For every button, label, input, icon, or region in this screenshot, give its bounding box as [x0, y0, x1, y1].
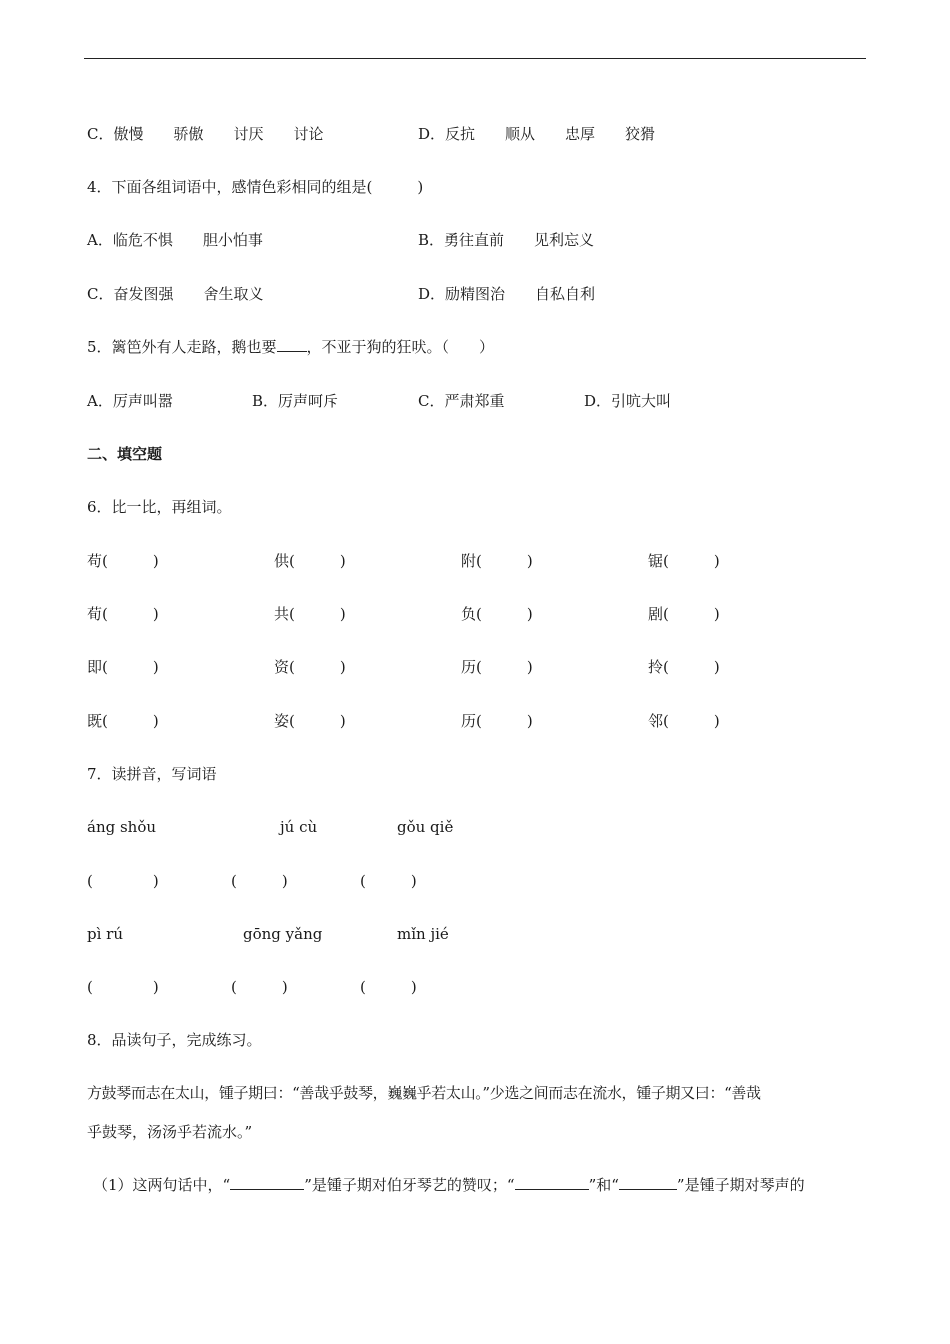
- pinyin: gǒu qiě: [397, 818, 454, 836]
- q5-stem: [87, 337, 494, 357]
- q6-cell: 历( ): [461, 712, 533, 730]
- answer-blank[interactable]: ( ): [87, 872, 159, 890]
- q8-passage-line1: 方鼓琴而志在太山，锺子期曰：“善哉乎鼓琴，巍巍乎若太山。”少选之间而志在流水，锺子期又曰：“善哉: [87, 1084, 761, 1102]
- pinyin: áng shǒu: [87, 818, 157, 836]
- q8-sub1-text1: （1）这两句话中，“: [93, 1176, 231, 1194]
- q4-option-b: B．勇往直前 见利忘义: [418, 231, 595, 249]
- q6-cell: 资( ): [274, 658, 346, 676]
- q8-sub1-text2: ”是锺子期对伯牙琴艺的赞叹；“: [304, 1176, 515, 1194]
- q5-option-b: B．厉声呵斥: [252, 392, 339, 410]
- q6-cell: 负( ): [461, 605, 533, 623]
- q6-cell: 姿( ): [274, 712, 346, 730]
- q4-stem: 4．下面各组词语中，感情色彩相同的组是( ): [87, 178, 424, 196]
- q6-cell: 荀( ): [87, 605, 159, 623]
- q5-option-d: D．引吭大叫: [584, 392, 672, 410]
- q8-stem: 8．品读句子，完成练习。: [87, 1031, 262, 1049]
- q6-cell: 苟( ): [87, 552, 159, 570]
- q6-cell: 既( ): [87, 712, 159, 730]
- q6-cell: 锯( ): [648, 552, 720, 570]
- q8-sub1-text4: ”是锺子期对琴声的: [676, 1176, 805, 1194]
- q3-option-d: D．反抗 顺从 忠厚 狡猾: [418, 125, 656, 143]
- q8-blank-2[interactable]: [515, 1175, 589, 1190]
- pinyin: pì rú: [87, 925, 123, 943]
- q7-stem: 7．读拼音，写词语: [87, 765, 217, 783]
- q8-passage-line2: 乎鼓琴，汤汤乎若流水。”: [87, 1123, 253, 1141]
- pinyin: jú cù: [280, 818, 318, 836]
- answer-blank[interactable]: ( ): [360, 872, 417, 890]
- answer-blank[interactable]: ( ): [231, 978, 288, 996]
- q4-option-c: C．奋发图强 舍生取义: [87, 285, 264, 303]
- q6-cell: 剧( ): [648, 605, 720, 623]
- answer-blank[interactable]: ( ): [360, 978, 417, 996]
- q5-blank[interactable]: [277, 337, 307, 352]
- q5-option-a: A．厉声叫嚣: [87, 392, 173, 410]
- pinyin: mǐn jié: [397, 925, 449, 943]
- q5-stem-before: 5．篱笆外有人走路，鹅也要: [87, 338, 277, 356]
- q6-cell: 共( ): [274, 605, 346, 623]
- q6-cell: 供( ): [274, 552, 346, 570]
- q5-stem-after: ，不亚于狗的狂吠。（ ）: [306, 338, 495, 356]
- q3-option-c: C．傲慢 骄傲 讨厌 讨论: [87, 125, 324, 143]
- q6-cell: 拎( ): [648, 658, 720, 676]
- q6-stem: 6．比一比，再组词。: [87, 498, 232, 516]
- section-title: 二、填空题: [87, 445, 163, 463]
- q8-blank-3[interactable]: [619, 1175, 677, 1190]
- q6-cell: 附( ): [461, 552, 533, 570]
- q6-cell: 即( ): [87, 658, 159, 676]
- q5-option-c: C．严肃郑重: [418, 392, 505, 410]
- q8-sub1-text3: ”和“: [588, 1176, 619, 1194]
- q8-blank-1[interactable]: [230, 1175, 304, 1190]
- q4-option-a: A．临危不惧 胆小怕事: [87, 231, 263, 249]
- answer-blank[interactable]: ( ): [87, 978, 159, 996]
- answer-blank[interactable]: ( ): [231, 872, 288, 890]
- q6-cell: 历( ): [461, 658, 533, 676]
- q6-cell: 邻( ): [648, 712, 720, 730]
- q8-sub1: [93, 1175, 805, 1195]
- pinyin: gōng yǎng: [243, 925, 323, 943]
- q4-option-d: D．励精图治 自私自利: [418, 285, 596, 303]
- header-rule: [84, 58, 866, 59]
